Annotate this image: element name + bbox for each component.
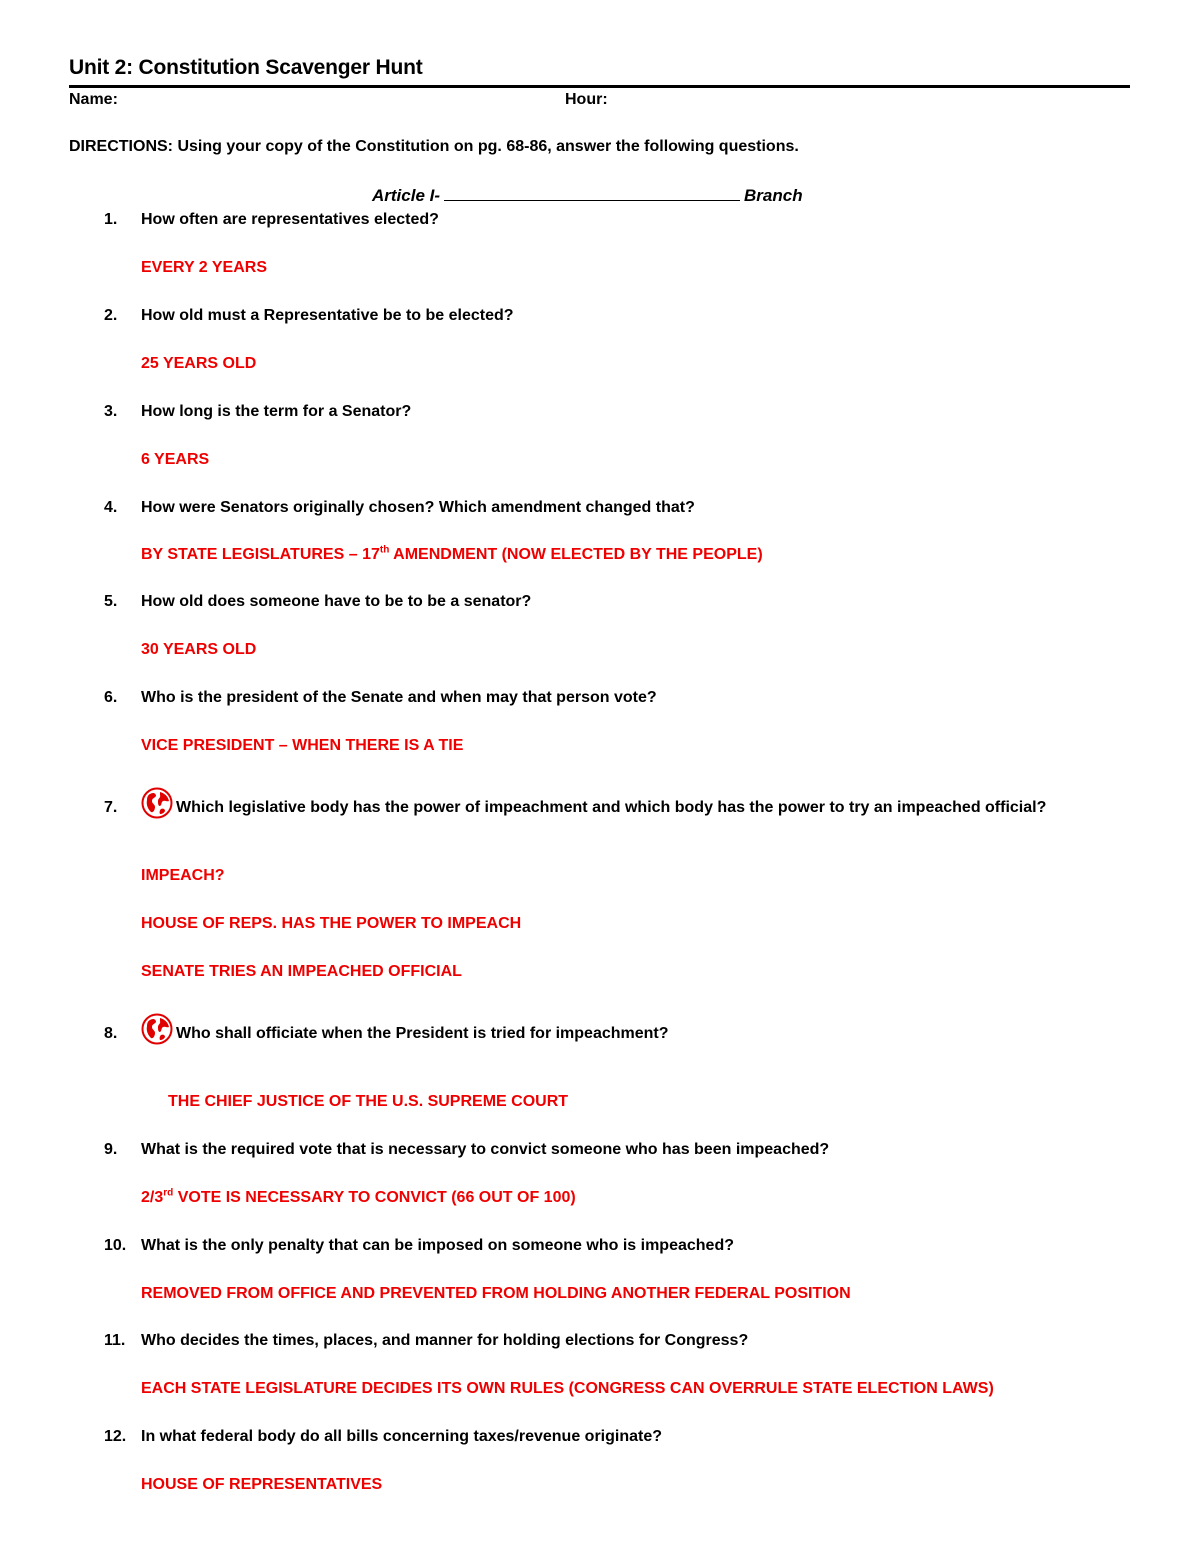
directions-label: DIRECTIONS: [69,138,173,155]
answer-9-part-2: VOTE IS NECESSARY TO CONVICT (66 OUT OF 100) [173,1189,576,1206]
name-label: Name: [69,91,118,108]
question-number: 10. [104,1237,127,1254]
answer-2: 25 YEARS OLD [141,355,257,372]
question-number: 1. [104,211,118,228]
question-text: What is the only penalty that can be imposed on someone who is impeached? [141,1237,734,1254]
question-number: 6. [104,689,118,706]
answer-12: HOUSE OF REPRESENTATIVES [141,1476,383,1493]
globe-icon [141,787,173,819]
page-title: Unit 2: Constitution Scavenger Hunt [69,56,423,79]
title-underline [69,85,1130,88]
answer-4-superscript: th [379,544,390,556]
question-text: Who decides the times, places, and manner for holding elections for Congress? [141,1332,749,1349]
answer-8: THE CHIEF JUSTICE OF THE U.S. SUPREME COURT [168,1093,569,1110]
question-text: How old does someone have to be to be a senator? [141,593,532,610]
question-number: 7. [104,799,118,816]
question-text: What is the required vote that is necessary to convict someone who has been impeached? [141,1141,830,1158]
question-text: How were Senators originally chosen? Which amendment changed that? [141,499,695,516]
question-number: 2. [104,307,118,324]
answer-10: REMOVED FROM OFFICE AND PREVENTED FROM HOLDING ANOTHER FEDERAL POSITION [141,1285,851,1302]
article-suffix: Branch [744,186,803,205]
question-number: 3. [104,403,118,420]
answer-7-house: HOUSE OF REPS. HAS THE POWER TO IMPEACH [141,915,522,932]
answer-4-part-1: BY STATE LEGISLATURES – 17 [141,546,380,563]
answer-9-part-1: 2/3 [141,1189,164,1206]
question-text: In what federal body do all bills concerning taxes/revenue originate? [141,1428,663,1445]
answer-7-impeach-label: IMPEACH? [141,867,225,884]
article-heading [372,186,803,206]
answer-7-senate: SENATE TRIES AN IMPEACHED OFFICIAL [141,963,462,980]
article-blank [444,186,740,201]
question-number: 8. [104,1025,118,1042]
answer-1: EVERY 2 YEARS [141,259,267,276]
answer-5: 30 YEARS OLD [141,641,257,658]
question-text: How often are representatives elected? [141,211,439,228]
directions [69,138,799,156]
answer-6: VICE PRESIDENT – WHEN THERE IS A TIE [141,737,464,754]
answer-11: EACH STATE LEGISLATURE DECIDES ITS OWN RULES (CONGRESS CAN OVERRULE STATE ELECTION LAWS) [141,1380,994,1397]
globe-icon [141,1013,173,1045]
question-number: 5. [104,593,118,610]
question-number: 12. [104,1428,127,1445]
question-number: 4. [104,499,118,516]
question-text: Who is the president of the Senate and when may that person vote? [141,689,657,706]
directions-text: Using your copy of the Constitution on pg. 68-86, answer the following questions. [177,138,799,155]
article-prefix: Article I- [372,186,441,205]
answer-4-part-2: AMENDMENT (NOW ELECTED BY THE PEOPLE) [389,546,763,563]
answer-4 [141,546,763,564]
answer-3: 6 YEARS [141,451,210,468]
question-number: 9. [104,1141,118,1158]
question-text: How long is the term for a Senator? [141,403,412,420]
question-text: Who shall officiate when the President is tried for impeachment? [176,1025,669,1042]
answer-9-superscript: rd [163,1187,174,1199]
hour-label: Hour: [565,91,608,108]
question-text: Which legislative body has the power of impeachment and which body has the power to try an impeached official? [176,799,1047,816]
question-text: How old must a Representative be to be elected? [141,307,514,324]
answer-9 [141,1189,576,1207]
question-number: 11. [104,1332,126,1349]
